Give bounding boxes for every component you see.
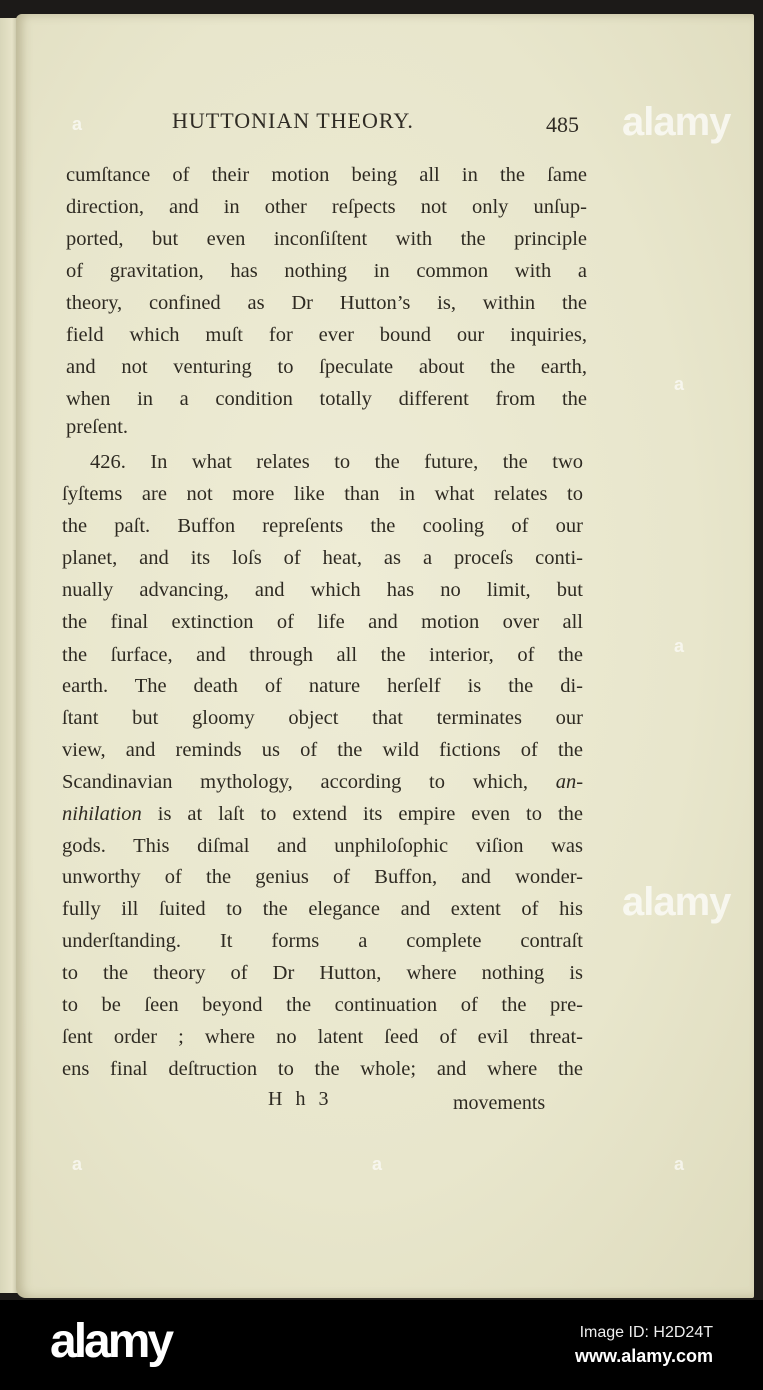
text-line bbox=[62, 1025, 583, 1049]
line-text: 426. In what relates to the future, the two bbox=[90, 451, 583, 473]
text-line bbox=[62, 1057, 583, 1081]
line-text: earth. The death of nature herſelf is the di- bbox=[62, 675, 583, 697]
signature-mark: H h 3 bbox=[268, 1088, 333, 1110]
text-line bbox=[62, 834, 583, 858]
line-text: Scandinavian mythology, according to which, bbox=[62, 771, 528, 793]
line-text: the ſurface, and through all the interior, of the bbox=[62, 644, 583, 666]
line-text: underſtanding. It forms a complete contraſt bbox=[62, 930, 583, 952]
text-line bbox=[66, 259, 587, 283]
text-line bbox=[62, 578, 583, 602]
watermark-mark: a bbox=[674, 636, 685, 656]
watermark-mark: a bbox=[674, 1154, 685, 1174]
watermark-logo: alamy bbox=[622, 100, 731, 144]
text-line bbox=[66, 227, 587, 251]
line-text: nually advancing, and which has no limit, but bbox=[62, 579, 583, 601]
image-id: Image ID: H2D24T bbox=[579, 1324, 713, 1341]
watermark-mark: a bbox=[674, 374, 685, 394]
line-text: direction, and in other reſpects not only unſup- bbox=[66, 196, 587, 218]
line-text: of gravitation, has nothing in common with a bbox=[66, 260, 587, 282]
watermark-mark: a bbox=[72, 1154, 83, 1174]
text-line bbox=[62, 993, 583, 1017]
line-text: ſtant but gloomy object that terminates our bbox=[62, 707, 583, 729]
italic-text: an- bbox=[555, 771, 584, 793]
text-line bbox=[66, 355, 587, 379]
text-line bbox=[66, 291, 587, 315]
text-line bbox=[62, 961, 583, 985]
watermark-mark: a bbox=[72, 114, 83, 134]
text-line bbox=[62, 643, 583, 667]
line-text: the final extinction of life and motion over all bbox=[62, 611, 583, 633]
watermark-mark: a bbox=[372, 1154, 383, 1174]
text-line bbox=[62, 610, 583, 634]
line-text: and not venturing to ſpeculate about the earth, bbox=[66, 356, 587, 378]
line-text: ens final deſtruction to the whole; and where the bbox=[62, 1058, 583, 1080]
text-line bbox=[90, 450, 583, 474]
line-text: cumſtance of their motion being all in the ſame bbox=[66, 164, 587, 186]
watermark-bar bbox=[0, 1300, 763, 1390]
text-line bbox=[62, 674, 583, 698]
alamy-logo: alamy bbox=[50, 1315, 172, 1368]
text-line bbox=[66, 163, 587, 187]
line-text: when in a condition totally different from the bbox=[66, 388, 587, 410]
text-line bbox=[62, 865, 583, 889]
line-text: field which muſt for ever bound our inquiries, bbox=[66, 324, 587, 346]
text-line bbox=[62, 738, 583, 762]
text-line bbox=[66, 387, 587, 411]
text-line bbox=[62, 514, 583, 538]
line-text: the paſt. Buffon repreſents the cooling of our bbox=[62, 515, 583, 537]
line-text: to the theory of Dr Hutton, where nothing is bbox=[62, 962, 583, 984]
line-text: is at laſt to extend its empire even to the bbox=[157, 803, 584, 825]
text-line bbox=[62, 802, 583, 826]
text-line bbox=[62, 929, 583, 953]
line-text: fully ill ſuited to the elegance and extent of his bbox=[62, 898, 583, 920]
text-line bbox=[62, 897, 583, 921]
text-line bbox=[62, 546, 583, 570]
line-text: ported, but even inconſiſtent with the principle bbox=[66, 228, 587, 250]
running-title: HUTTONIAN THEORY. bbox=[172, 108, 414, 133]
line-text: planet, and its loſs of heat, as a proceſs conti- bbox=[62, 547, 583, 569]
site-url: www.alamy.com bbox=[574, 1346, 713, 1366]
line-text: ſyſtems are not more like than in what relates to bbox=[62, 483, 583, 505]
line-text: to be ſeen beyond the continuation of the pre- bbox=[62, 994, 583, 1016]
line-text: theory, confined as Dr Hutton’s is, within the bbox=[66, 292, 587, 314]
italic-text: nihilation bbox=[62, 803, 142, 825]
text-line bbox=[62, 770, 583, 794]
line-text: ſent order ; where no latent ſeed of evil threat- bbox=[62, 1026, 583, 1048]
line-text: unworthy of the genius of Buffon, and wonder- bbox=[62, 866, 583, 888]
line-text: preſent. bbox=[66, 416, 129, 438]
page-number: 485 bbox=[546, 112, 579, 137]
text-line bbox=[66, 195, 587, 219]
line-text: view, and reminds us of the wild fictions of the bbox=[62, 739, 583, 761]
catchword: movements bbox=[453, 1092, 546, 1114]
text-line bbox=[62, 482, 583, 506]
text-line bbox=[66, 415, 587, 439]
line-text: gods. This diſmal and unphiloſophic viſion was bbox=[62, 835, 583, 857]
text-line bbox=[62, 706, 583, 730]
watermark-logo: alamy bbox=[622, 880, 731, 924]
text-line bbox=[66, 323, 587, 347]
